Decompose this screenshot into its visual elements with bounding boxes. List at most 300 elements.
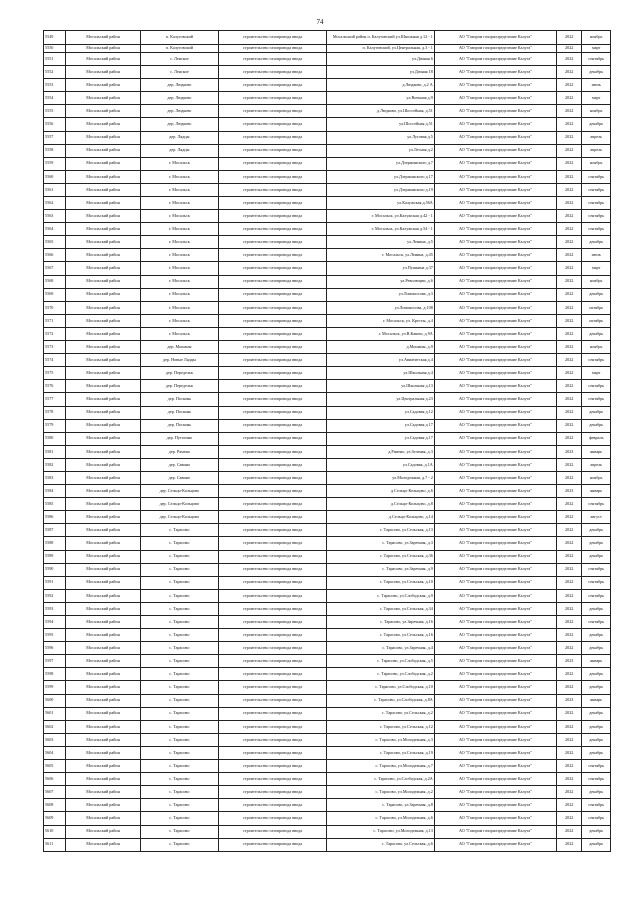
settlement-cell: дер. Савино [140,458,218,471]
row-number-cell: 5592 [44,589,66,602]
district-cell: Мосальский район [66,92,140,105]
year-cell: 2022 [556,812,581,825]
address-cell: с. Тарасово, ул.Молодежная, д.13 [326,825,434,838]
district-cell: Мосальский район [66,288,140,301]
month-cell: ноябрь [582,31,611,45]
address-cell: с. Тарасово, ул.Заречная, д.3 [326,537,434,550]
settlement-cell: г. Мосальск [140,275,218,288]
table-row [44,629,611,642]
address-cell: д.Людково, ул.Шоссейная, д.51 [326,105,434,118]
district-cell: Мосальский район [66,341,140,354]
address-cell: г. Мосальск, ул.Калужская д.54 - 1 [326,223,434,236]
work-type-cell: строительство газопровода ввода [219,31,327,45]
organization-cell: АО "Газпром газораспределение Калуга" [434,354,556,367]
row-number-cell: 5552 [44,66,66,79]
row-number-cell: 5563 [44,210,66,223]
table-row [44,799,611,812]
table-row [44,367,611,380]
month-cell: сентябрь [582,380,611,393]
year-cell: 2022 [556,406,581,419]
year-cell: 2022 [556,380,581,393]
work-type-cell: строительство газопровода ввода [219,262,327,275]
work-type-cell: строительство газопровода ввода [219,563,327,576]
district-cell: Мосальский район [66,301,140,314]
address-cell: ул.Дзержинского д.7 [326,157,434,170]
settlement-cell: с. Тарасово [140,825,218,838]
work-type-cell: строительство газопровода ввода [219,616,327,629]
month-cell: ноябрь [582,275,611,288]
row-number-cell: 5609 [44,812,66,825]
organization-cell: АО "Газпром газораспределение Калуга" [434,236,556,249]
table-row [44,52,611,65]
organization-cell: АО "Газпром газораспределение Калуга" [434,642,556,655]
table-row [44,131,611,144]
year-cell: 2022 [556,210,581,223]
row-number-cell: 5601 [44,707,66,720]
work-type-cell: строительство газопровода ввода [219,210,327,223]
work-type-cell: строительство газопровода ввода [219,236,327,249]
table-row [44,524,611,537]
table-row [44,170,611,183]
organization-cell: АО "Газпром газораспределение Калуга" [434,419,556,432]
address-cell: с. Тарасово, ул.Молодежная, д.3 [326,733,434,746]
district-cell: Мосальский район [66,707,140,720]
district-cell: Мосальский район [66,406,140,419]
settlement-cell: дер. Людково [140,79,218,92]
district-cell: Мосальский район [66,511,140,524]
year-cell: 2022 [556,563,581,576]
table-row [44,537,611,550]
address-cell: г. Мосальск, ул.Ленина, д.45 [326,249,434,262]
month-cell: сентябрь [582,498,611,511]
month-cell: декабрь [582,681,611,694]
row-number-cell: 5587 [44,524,66,537]
table-row [44,707,611,720]
district-cell: Мосальский район [66,131,140,144]
address-cell: ул.Дзержинского д.19 [326,183,434,196]
row-number-cell: 5573 [44,341,66,354]
address-cell: с. Тарасово, ул.Сельская, д.10 [326,576,434,589]
work-type-cell: строительство газопровода ввода [219,576,327,589]
year-cell: 2022 [556,668,581,681]
settlement-cell: г. Мосальск [140,183,218,196]
row-number-cell: 5580 [44,432,66,445]
district-cell: Мосальский район [66,393,140,406]
table-row [44,341,611,354]
address-cell: ул.Школьная д.13 [326,380,434,393]
address-cell: ул.Ломоносова, д.108 [326,301,434,314]
month-cell: сентябрь [582,760,611,773]
year-cell: 2022 [556,642,581,655]
district-cell: Мосальский район [66,799,140,812]
year-cell: 2022 [556,773,581,786]
table-row [44,838,611,851]
year-cell: 2022 [556,838,581,851]
table-row [44,249,611,262]
year-cell: 2022 [556,105,581,118]
district-cell: Мосальский район [66,458,140,471]
organization-cell: АО "Газпром газораспределение Калуга" [434,746,556,759]
settlement-cell: с. Тарасово [140,720,218,733]
row-number-cell: 5575 [44,367,66,380]
organization-cell: АО "Газпром газораспределение Калуга" [434,249,556,262]
table-row [44,471,611,484]
row-number-cell: 5591 [44,576,66,589]
address-cell: с. Тарасово, ул.Сельская, д.36 [326,550,434,563]
work-type-cell: строительство газопровода ввода [219,471,327,484]
work-type-cell: строительство газопровода ввода [219,550,327,563]
row-number-cell: 5556 [44,118,66,131]
month-cell: декабрь [582,629,611,642]
organization-cell: АО "Газпром газораспределение Калуга" [434,432,556,445]
row-number-cell: 5611 [44,838,66,851]
month-cell: декабрь [582,118,611,131]
year-cell: 2022 [556,118,581,131]
district-cell: Мосальский район [66,170,140,183]
work-type-cell: строительство газопровода ввода [219,79,327,92]
district-cell: Мосальский район [66,367,140,380]
settlement-cell: с. Тарасово [140,616,218,629]
settlement-cell: г. Мосальск [140,249,218,262]
settlement-cell: с. Тарасово [140,524,218,537]
year-cell: 2023 [556,485,581,498]
settlement-cell: п. Калуговский [140,31,218,45]
district-cell: Мосальский район [66,733,140,746]
organization-cell: АО "Газпром газораспределение Калуга" [434,105,556,118]
district-cell: Мосальский район [66,576,140,589]
month-cell: декабрь [582,707,611,720]
organization-cell: АО "Газпром газораспределение Калуга" [434,524,556,537]
month-cell: октябрь [582,314,611,327]
work-type-cell: строительство газопровода ввода [219,288,327,301]
organization-cell: АО "Газпром газораспределение Калуга" [434,694,556,707]
table-row [44,825,611,838]
address-cell: с. Тарасово, ул.Молодежная, д.7 [326,760,434,773]
table-row [44,485,611,498]
month-cell: декабрь [582,668,611,681]
row-number-cell: 5555 [44,105,66,118]
table-row [44,432,611,445]
work-type-cell: строительство газопровода ввода [219,589,327,602]
year-cell: 2023 [556,445,581,458]
settlement-cell: с. Тарасово [140,576,218,589]
district-cell: Мосальский район [66,563,140,576]
row-number-cell: 5593 [44,602,66,615]
district-cell: Мосальский район [66,445,140,458]
work-type-cell: строительство газопровода ввода [219,812,327,825]
address-cell: с. Тарасово, ул.Слободская, д.10 [326,681,434,694]
district-cell: Мосальский район [66,183,140,196]
year-cell: 2022 [556,799,581,812]
address-cell: с. Тарасово, ул.Сельская, д.2 [326,707,434,720]
district-cell: Мосальский район [66,197,140,210]
month-cell: апрель [582,458,611,471]
month-cell: сентябрь [582,223,611,236]
month-cell: декабрь [582,236,611,249]
settlement-cell: с. Тарасово [140,589,218,602]
address-cell: с. Тарасово, ул.Слободская, д.8А [326,694,434,707]
month-cell: март [582,367,611,380]
work-type-cell: строительство газопровода ввода [219,157,327,170]
row-number-cell: 5554 [44,92,66,105]
year-cell: 2022 [556,236,581,249]
table-row [44,458,611,471]
organization-cell: АО "Газпром газораспределение Калуга" [434,367,556,380]
row-number-cell: 5610 [44,825,66,838]
page-number: 74 [316,18,324,26]
month-cell: ноябрь [582,157,611,170]
address-cell: с. Тарасово, ул.Заречная, д.9 [326,563,434,576]
work-type-cell: строительство газопровода ввода [219,498,327,511]
month-cell: сентябрь [582,812,611,825]
organization-cell: АО "Газпром газораспределение Калуга" [434,118,556,131]
month-cell: январь [582,445,611,458]
table-row [44,144,611,157]
row-number-cell: 5559 [44,157,66,170]
district-cell: Мосальский район [66,419,140,432]
table-row [44,681,611,694]
table-row [44,105,611,118]
address-cell: с. Тарасово, ул.Молодежная, д.6 [326,812,434,825]
settlement-cell: дер. Путогино [140,432,218,445]
work-type-cell: строительство газопровода ввода [219,707,327,720]
organization-cell: АО "Газпром газораспределение Калуга" [434,825,556,838]
month-cell: декабрь [582,406,611,419]
organization-cell: АО "Газпром газораспределение Калуга" [434,773,556,786]
settlement-cell: дер. Посконь [140,406,218,419]
row-number-cell: 5607 [44,786,66,799]
month-cell: январь [582,655,611,668]
address-cell: с. Тарасово, ул.Сельская, д.34 [326,602,434,615]
district-cell: Мосальский район [66,616,140,629]
table-row [44,642,611,655]
settlement-cell: г. Мосальск [140,262,218,275]
organization-cell: АО "Газпром газораспределение Калуга" [434,380,556,393]
month-cell: сентябрь [582,799,611,812]
row-number-cell: 5599 [44,681,66,694]
table-row [44,602,611,615]
month-cell: апрель [582,144,611,157]
address-cell: ул.Авиатитская д.4 [326,354,434,367]
organization-cell: АО "Газпром газораспределение Калуга" [434,301,556,314]
organization-cell: АО "Газпром газораспределение Калуга" [434,44,556,52]
month-cell: январь [582,694,611,707]
district-cell: Мосальский район [66,498,140,511]
year-cell: 2022 [556,471,581,484]
month-cell: январь [582,485,611,498]
settlement-cell: дер. Людково [140,105,218,118]
organization-cell: АО "Газпром газораспределение Калуга" [434,471,556,484]
organization-cell: АО "Газпром газораспределение Калуга" [434,223,556,236]
month-cell: сентябрь [582,197,611,210]
month-cell: июль [582,79,611,92]
month-cell: ноябрь [582,471,611,484]
organization-cell: АО "Газпром газораспределение Калуга" [434,66,556,79]
address-cell: ул.Молодежная, д.7 - 2 [326,471,434,484]
table-row [44,589,611,602]
district-cell: Мосальский район [66,485,140,498]
year-cell: 2022 [556,524,581,537]
address-cell: с. Тарасово, ул.Сельская, д.6 [326,838,434,851]
table-row [44,210,611,223]
address-cell: п. Калуговский, ул.Центральная, д.3 - 1 [326,44,434,52]
table-row [44,354,611,367]
year-cell: 2022 [556,275,581,288]
year-cell: 2022 [556,144,581,157]
district-cell: Мосальский район [66,105,140,118]
row-number-cell: 5608 [44,799,66,812]
month-cell: декабрь [582,550,611,563]
organization-cell: АО "Газпром газораспределение Калуга" [434,79,556,92]
district-cell: Мосальский район [66,602,140,615]
month-cell: декабрь [582,825,611,838]
row-number-cell: 5549 [44,31,66,45]
year-cell: 2022 [556,498,581,511]
address-cell: ул.Дачная 18 [326,66,434,79]
work-type-cell: строительство газопровода ввода [219,602,327,615]
month-cell: октябрь [582,301,611,314]
organization-cell: АО "Газпром газораспределение Калуга" [434,262,556,275]
district-cell: Мосальский район [66,380,140,393]
year-cell: 2022 [556,681,581,694]
settlement-cell: с. Тарасово [140,681,218,694]
work-type-cell: строительство газопровода ввода [219,445,327,458]
row-number-cell: 5561 [44,183,66,196]
settlement-cell: с. Тарасово [140,838,218,851]
work-type-cell: строительство газопровода ввода [219,720,327,733]
row-number-cell: 5585 [44,498,66,511]
table-row [44,655,611,668]
organization-cell: АО "Газпром газораспределение Калуга" [434,458,556,471]
organization-cell: АО "Газпром газораспределение Калуга" [434,838,556,851]
district-cell: Мосальский район [66,812,140,825]
year-cell: 2023 [556,655,581,668]
district-cell: Мосальский район [66,550,140,563]
settlement-cell: с. Тарасово [140,707,218,720]
table-row [44,668,611,681]
row-number-cell: 5602 [44,720,66,733]
district-cell: Мосальский район [66,471,140,484]
work-type-cell: строительство газопровода ввода [219,44,327,52]
address-cell: д.Сельцо-Кольцово, д.14 [326,511,434,524]
settlement-cell: п. Калуговский [140,44,218,52]
work-type-cell: строительство газопровода ввода [219,786,327,799]
work-type-cell: строительство газопровода ввода [219,432,327,445]
table-row [44,760,611,773]
year-cell: 2022 [556,301,581,314]
address-cell: с. Тарасово, ул.Сельская, д.16 [326,629,434,642]
settlement-cell: с. Тарасово [140,812,218,825]
month-cell: декабрь [582,288,611,301]
row-number-cell: 5560 [44,170,66,183]
row-number-cell: 5566 [44,249,66,262]
settlement-cell: с. Тарасово [140,642,218,655]
year-cell: 2022 [556,341,581,354]
year-cell: 2022 [556,589,581,602]
organization-cell: АО "Газпром газораспределение Калуга" [434,733,556,746]
address-cell: с. Тарасово, ул.Сельская, д.13 [326,524,434,537]
district-cell: Мосальский район [66,694,140,707]
work-type-cell: строительство газопровода ввода [219,838,327,851]
work-type-cell: строительство газопровода ввода [219,406,327,419]
row-number-cell: 5550 [44,44,66,52]
row-number-cell: 5590 [44,563,66,576]
organization-cell: АО "Газпром газораспределение Калуга" [434,197,556,210]
work-type-cell: строительство газопровода ввода [219,825,327,838]
address-cell: ул.Пушкина д.37 [326,262,434,275]
row-number-cell: 5551 [44,52,66,65]
table-row [44,445,611,458]
year-cell: 2022 [556,92,581,105]
settlement-cell: г. Мосальск [140,197,218,210]
row-number-cell: 5595 [44,629,66,642]
table-row [44,576,611,589]
organization-cell: АО "Газпром газораспределение Калуга" [434,498,556,511]
row-number-cell: 5565 [44,236,66,249]
table-row [44,498,611,511]
year-cell: 2022 [556,576,581,589]
organization-cell: АО "Газпром газораспределение Калуга" [434,406,556,419]
row-number-cell: 5567 [44,262,66,275]
district-cell: Мосальский район [66,144,140,157]
address-cell: с. Тарасово, ул.Слободская, д.9 [326,589,434,602]
row-number-cell: 5597 [44,655,66,668]
organization-cell: АО "Газпром газораспределение Калуга" [434,799,556,812]
row-number-cell: 5594 [44,616,66,629]
settlement-cell: с. Тарасово [140,563,218,576]
work-type-cell: строительство газопровода ввода [219,66,327,79]
year-cell: 2022 [556,746,581,759]
table-row [44,812,611,825]
organization-cell: АО "Газпром газораспределение Калуга" [434,563,556,576]
organization-cell: АО "Газпром газораспределение Калуга" [434,720,556,733]
gasification-register-table [43,30,611,852]
year-cell: 2022 [556,262,581,275]
year-cell: 2022 [556,629,581,642]
work-type-cell: строительство газопровода ввода [219,183,327,196]
settlement-cell: дер. Посконь [140,393,218,406]
table-row [44,511,611,524]
month-cell: сентябрь [582,354,611,367]
row-number-cell: 5589 [44,550,66,563]
organization-cell: АО "Газпром газораспределение Калуга" [434,812,556,825]
year-cell: 2022 [556,354,581,367]
row-number-cell: 5569 [44,288,66,301]
address-cell: с. Тарасово, ул.Заречная, д.4 [326,642,434,655]
year-cell: 2022 [556,31,581,45]
work-type-cell: строительство газопровода ввода [219,170,327,183]
work-type-cell: строительство газопровода ввода [219,746,327,759]
organization-cell: АО "Газпром газораспределение Калуга" [434,445,556,458]
settlement-cell: дер. Передельк [140,367,218,380]
month-cell: сентябрь [582,773,611,786]
organization-cell: АО "Газпром газораспределение Калуга" [434,511,556,524]
table-row [44,92,611,105]
year-cell: 2022 [556,249,581,262]
settlement-cell: г. Мосальск [140,288,218,301]
organization-cell: АО "Газпром газораспределение Калуга" [434,655,556,668]
address-cell: д.Сельцо-Кольцово, д.6 [326,485,434,498]
row-number-cell: 5562 [44,197,66,210]
year-cell: 2022 [556,760,581,773]
month-cell: сентябрь [582,183,611,196]
district-cell: Мосальский район [66,223,140,236]
table-row [44,157,611,170]
work-type-cell: строительство газопровода ввода [219,327,327,340]
address-cell: ул.Лесная д.2 [326,144,434,157]
work-type-cell: строительство газопровода ввода [219,458,327,471]
month-cell: апрель [582,131,611,144]
